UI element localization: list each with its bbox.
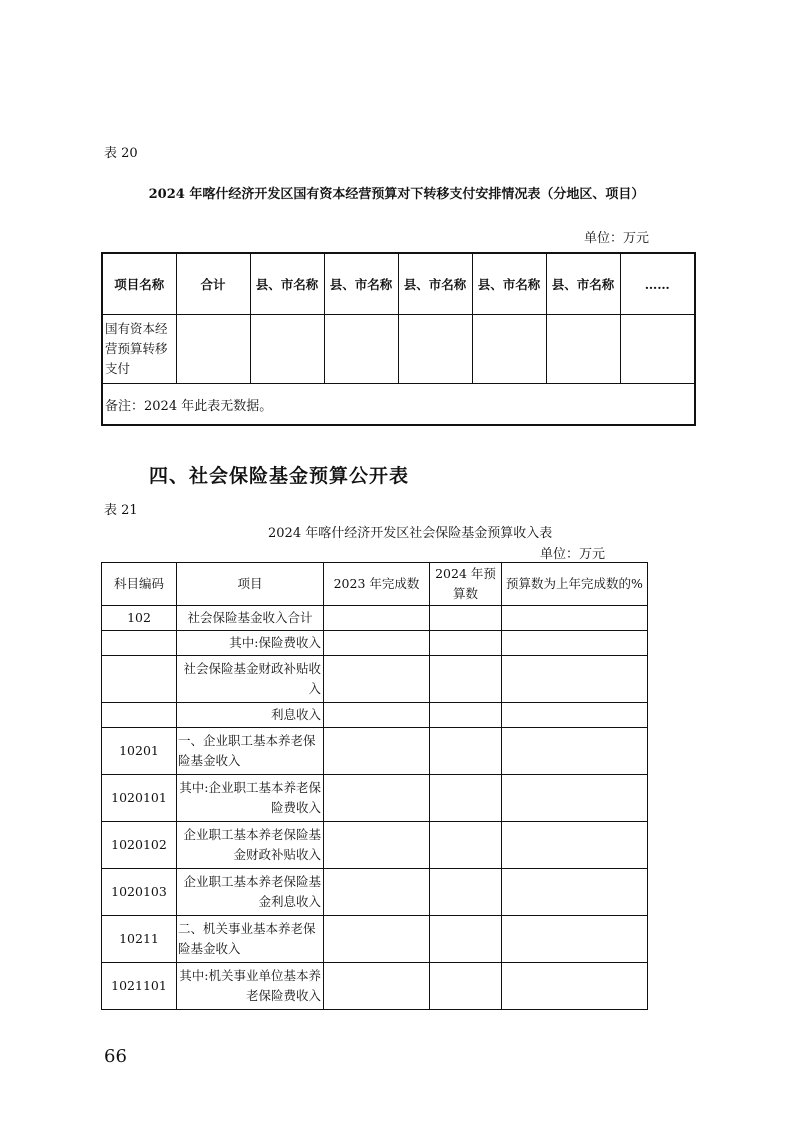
table21-item-cell: 一、企业职工基本养老保险基金收入 — [177, 728, 324, 775]
table21-code-cell — [102, 703, 177, 728]
table21-item-cell: 其中:机关事业单位基本养老保险费收入 — [177, 963, 324, 1010]
table20-row-name: 国有资本经营预算转移支付 — [102, 315, 176, 384]
page-number: 66 — [104, 1046, 127, 1067]
table21-code-cell: 10211 — [102, 916, 177, 963]
table-cell — [250, 315, 324, 384]
table-cell — [430, 656, 502, 703]
table-row — [102, 384, 695, 426]
table-cell — [502, 822, 648, 869]
table-cell — [430, 869, 502, 916]
table21-item-cell: 企业职工基本养老保险基金财政补贴收入 — [177, 822, 324, 869]
table-row — [102, 315, 695, 384]
table20-title: 2024 年喀什经济开发区国有资本经营预算对下转移支付安排情况表（分地区、项目） — [148, 187, 645, 202]
table20-header-cell: 合计 — [176, 253, 250, 315]
table21-item-cell: 社会保险基金财政补贴收入 — [177, 656, 324, 703]
table-cell — [324, 703, 430, 728]
table21-header-done2023: 2023 年完成数 — [324, 563, 430, 606]
table-cell — [430, 631, 502, 656]
table-cell — [502, 916, 648, 963]
table21-code-cell — [102, 631, 177, 656]
table21-code-cell: 1020101 — [102, 775, 177, 822]
table20-header-cell: 县、市名称 — [472, 253, 546, 315]
table-cell — [502, 728, 648, 775]
section-title: 四、社会保险基金预算公开表 — [149, 465, 410, 487]
table-row — [102, 775, 648, 822]
table-row — [102, 656, 648, 703]
table21-item-cell: 其中:保险费收入 — [177, 631, 324, 656]
table21-header-budget2024: 2024 年预算数 — [430, 563, 502, 606]
table-cell — [324, 728, 430, 775]
table-cell — [324, 315, 398, 384]
table20-header-cell: 县、市名称 — [398, 253, 472, 315]
table-cell — [324, 963, 430, 1010]
table21-code-cell: 102 — [102, 606, 177, 631]
table21-code-cell: 10201 — [102, 728, 177, 775]
table20-unit: 单位：万元 — [584, 231, 650, 246]
table21-code-cell — [102, 656, 177, 703]
table-cell — [430, 728, 502, 775]
table-cell — [502, 775, 648, 822]
table21-header-code: 科目编码 — [102, 563, 177, 606]
table21-item-cell: 利息收入 — [177, 703, 324, 728]
table-cell — [430, 606, 502, 631]
table20-header-cell: …… — [620, 253, 695, 315]
table-row — [102, 963, 648, 1010]
table21-item-cell: 企业职工基本养老保险基金利息收入 — [177, 869, 324, 916]
table-row — [102, 869, 648, 916]
table21-item-cell: 二、机关事业基本养老保险基金收入 — [177, 916, 324, 963]
table21-label: 表 21 — [104, 503, 138, 518]
table-cell — [324, 775, 430, 822]
table-row — [102, 631, 648, 656]
table-cell — [398, 315, 472, 384]
table-cell — [324, 656, 430, 703]
table-cell — [176, 315, 250, 384]
table21-item-cell: 其中:企业职工基本养老保险费收入 — [177, 775, 324, 822]
table-row — [102, 822, 648, 869]
table-cell — [324, 631, 430, 656]
table21-code-cell: 1020103 — [102, 869, 177, 916]
table20-header-cell: 县、市名称 — [250, 253, 324, 315]
table-cell — [430, 916, 502, 963]
table-row — [102, 916, 648, 963]
table-cell — [502, 656, 648, 703]
table20-header-cell: 项目名称 — [102, 253, 176, 315]
table-cell — [430, 703, 502, 728]
table-cell — [430, 963, 502, 1010]
table-cell — [324, 822, 430, 869]
table21-unit: 单位：万元 — [540, 547, 606, 562]
table-cell — [546, 315, 620, 384]
table21-title: 2024 年喀什经济开发区社会保险基金预算收入表 — [268, 526, 553, 541]
table-cell — [502, 631, 648, 656]
table21-header-ratio: 预算数为上年完成数的% — [502, 563, 648, 606]
table-cell — [324, 916, 430, 963]
table-cell — [502, 963, 648, 1010]
table-cell — [324, 869, 430, 916]
table-row — [102, 606, 648, 631]
table21-item-cell: 社会保险基金收入合计 — [177, 606, 324, 631]
table-cell — [430, 822, 502, 869]
table20-header-row — [102, 253, 695, 315]
table-cell — [324, 606, 430, 631]
table20-header-cell: 县、市名称 — [546, 253, 620, 315]
table-row — [102, 703, 648, 728]
table-cell — [502, 703, 648, 728]
table20-label: 表 20 — [104, 146, 138, 161]
table-row — [102, 728, 648, 775]
table-cell — [620, 315, 695, 384]
table21-code-cell: 1020102 — [102, 822, 177, 869]
table-cell — [430, 775, 502, 822]
table21-code-cell: 1021101 — [102, 963, 177, 1010]
table21 — [101, 562, 648, 1010]
table20-note: 备注：2024 年此表无数据。 — [102, 384, 695, 426]
table20-header-cell: 县、市名称 — [324, 253, 398, 315]
table21-header-item: 项目 — [177, 563, 324, 606]
table-cell — [472, 315, 546, 384]
table20 — [101, 252, 696, 426]
table-cell — [502, 606, 648, 631]
table21-header-row — [102, 563, 648, 606]
table-cell — [502, 869, 648, 916]
